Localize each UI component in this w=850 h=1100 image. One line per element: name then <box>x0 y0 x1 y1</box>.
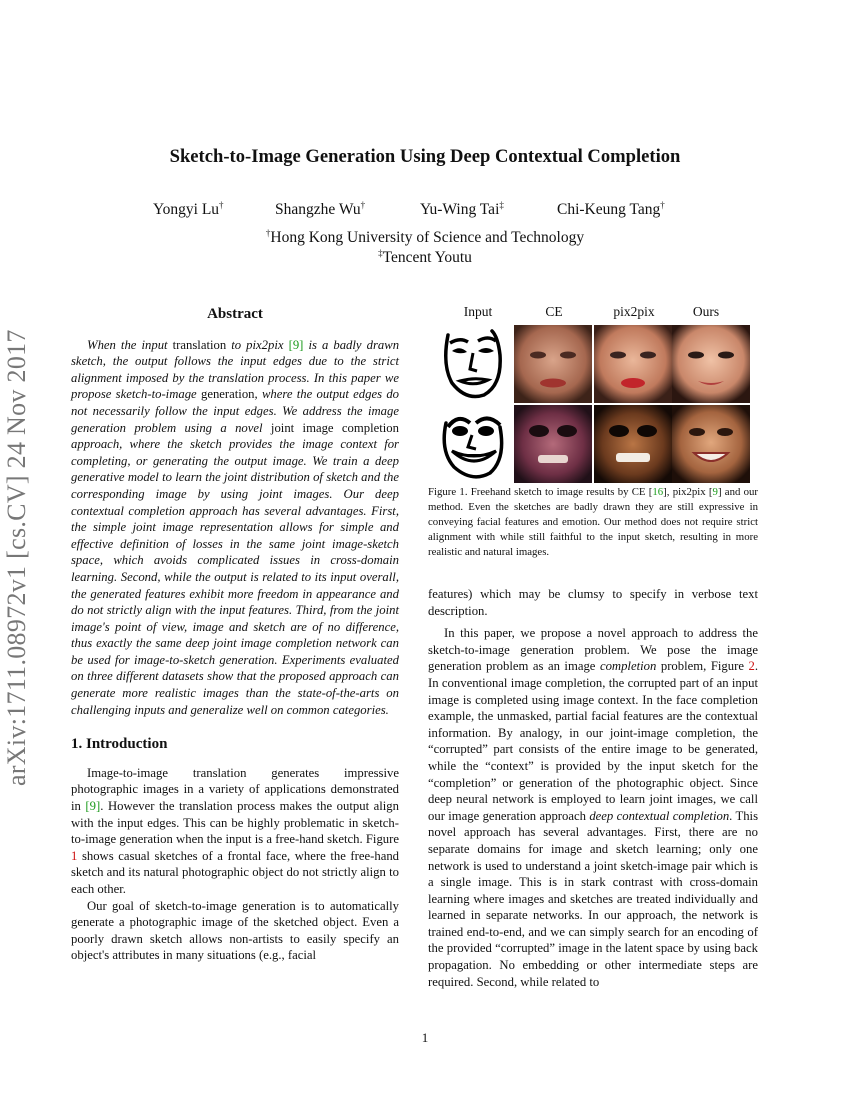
sketch-face-1 <box>434 325 512 403</box>
citation-link[interactable]: 9 <box>292 337 300 352</box>
figure-label-input: Input <box>463 304 493 319</box>
right-paragraph-0: features) which may be clumsy to specify in verbose text description. <box>428 587 758 618</box>
author-4: Chi-Keung Tang† <box>557 200 665 219</box>
ce-result-1 <box>514 325 592 403</box>
page-number: 1 <box>421 1030 429 1045</box>
figure-link[interactable]: 2 <box>748 659 755 674</box>
affiliation-2: ‡Tencent Youtu <box>378 248 472 267</box>
abstract-text: When the input translation to pix2pix [9] is a badly drawn sketch, the output follows the input edges due to the strict alignment imposed by the translation process. In this paper we propose sketch-to-image generation, where the output edges do not necessarily follow the input edges. We address the image generation problem using a novel joint image completion approach, where the sketch provides the image context for completing, or generating the output image. We train a deep generative model to learn the joint distribution of sketch and the corresponding image by using joint images. Our deep contextual completion approach has several advantages. First, the simple joint image representation allows for simple and effective definition of losses in the same joint image-sketch space, which avoids complicated issues in cross-domain learning. Second, while the output is related to its input overall, the generated features exhibit more freedom in appearance and do not strictly align with the input features. Third, from the joint image's point of view, image and sketch are of no difference, thus exactly the same deep joint image completion network can be used for image-to-sketch generation. Experiments evaluated on three different datasets show that the proposed approach can generate more realistic images than the state-of-the-arts on challenging inputs and generalize well on common categories. <box>71 337 400 717</box>
figure-column-labels <box>428 304 750 324</box>
author-1: Yongyi Lu† <box>153 200 224 219</box>
ours-result-1 <box>672 325 750 403</box>
figure-link[interactable]: 1 <box>71 848 78 863</box>
affiliation-1: †Hong Kong University of Science and Technology <box>265 228 585 247</box>
right-column <box>428 586 758 990</box>
author-3: Yu-Wing Tai‡ <box>420 200 504 219</box>
author-list <box>0 200 850 222</box>
figure-label-pix2pix: pix2pix <box>613 304 655 319</box>
intro-paragraph-2: Our goal of sketch-to-image generation is to automatically generate a photographic image of the sketched object. Even a poorly drawn sketch allows non-artists to easily specify an object's attributes in many situations (e.g., facial <box>71 898 399 963</box>
ours-result-2 <box>672 405 750 483</box>
figure-1 <box>428 304 750 324</box>
intro-paragraph-1: Image-to-image translation generates impressive photographic images in a variety of applications demonstrated in [9]. However the translation process makes the output align with the input edges. This can be highly problematic in sketch-to-image generation when the input is a free-hand sketch. Figure 1 shows casual sketches of a frontal face, where the free-hand sketch and its natural photographic object do not strictly align to each other. <box>71 765 400 896</box>
author-2: Shangzhe Wu† <box>275 200 366 219</box>
citation-link[interactable]: 9 <box>89 799 96 814</box>
right-paragraph-1: In this paper, we propose a novel approach to address the sketch-to-image generation problem. We pose the image generation problem as an image completion problem, Figure 2. In conventional image completion, the corrupted part of an input image is completed using image context. In the face completion example, the unmasked, partial facial features are the contextual information. By analogy, in our joint-image completion, the “corrupted” part consists of the entire image to be generated, while the “context” is provided by the input sketch for the “completion” or generation of the photographic object. Since deep neural network is employed to learn joint images, we call our image generation approach deep contextual completion. This novel approach has several advantages. First, there are no separate domains for image and sketch learning; only one network is used to understand a joint sketch-image pair which is a single image. This is in stark contrast with cross-domain learning where images and sketches are treated individually and learned in separate networks. In our approach, the network is trained end-to-end, and we can simply search for an encoding of the provided “corrupted” image in the latent space by using back propagation. No embedding or other intermediate steps are required. Second, while related to <box>428 626 759 989</box>
figure-label-ours: Ours <box>692 304 720 319</box>
arxiv-stamp: arXiv:1711.08972v1 [cs.CV] 24 Nov 2017 <box>2 329 31 786</box>
figure-1-caption: Figure 1. Freehand sketch to image results by CE [16], pix2pix [9] and our method. Even the sketches are badly drawn they are still expressive in conveying facial features and emotion. Our method does not require strict alignment with while still faithful to the input sketch, resulting in more realistic and natural images. <box>428 486 758 559</box>
abstract-heading: Abstract <box>207 306 263 322</box>
figure-label-ce: CE <box>545 304 563 319</box>
intro-heading: 1. Introduction <box>71 736 168 753</box>
citation-link[interactable]: 16 <box>652 486 664 498</box>
left-column <box>71 306 399 964</box>
sketch-face-2 <box>434 405 512 483</box>
citation-link[interactable]: 9 <box>712 486 718 498</box>
paper-title: Sketch-to-Image Generation Using Deep Contextual Completion <box>169 146 681 167</box>
pix2pix-result-1 <box>594 325 672 403</box>
ce-result-2 <box>514 405 592 483</box>
pix2pix-result-2 <box>594 405 672 483</box>
